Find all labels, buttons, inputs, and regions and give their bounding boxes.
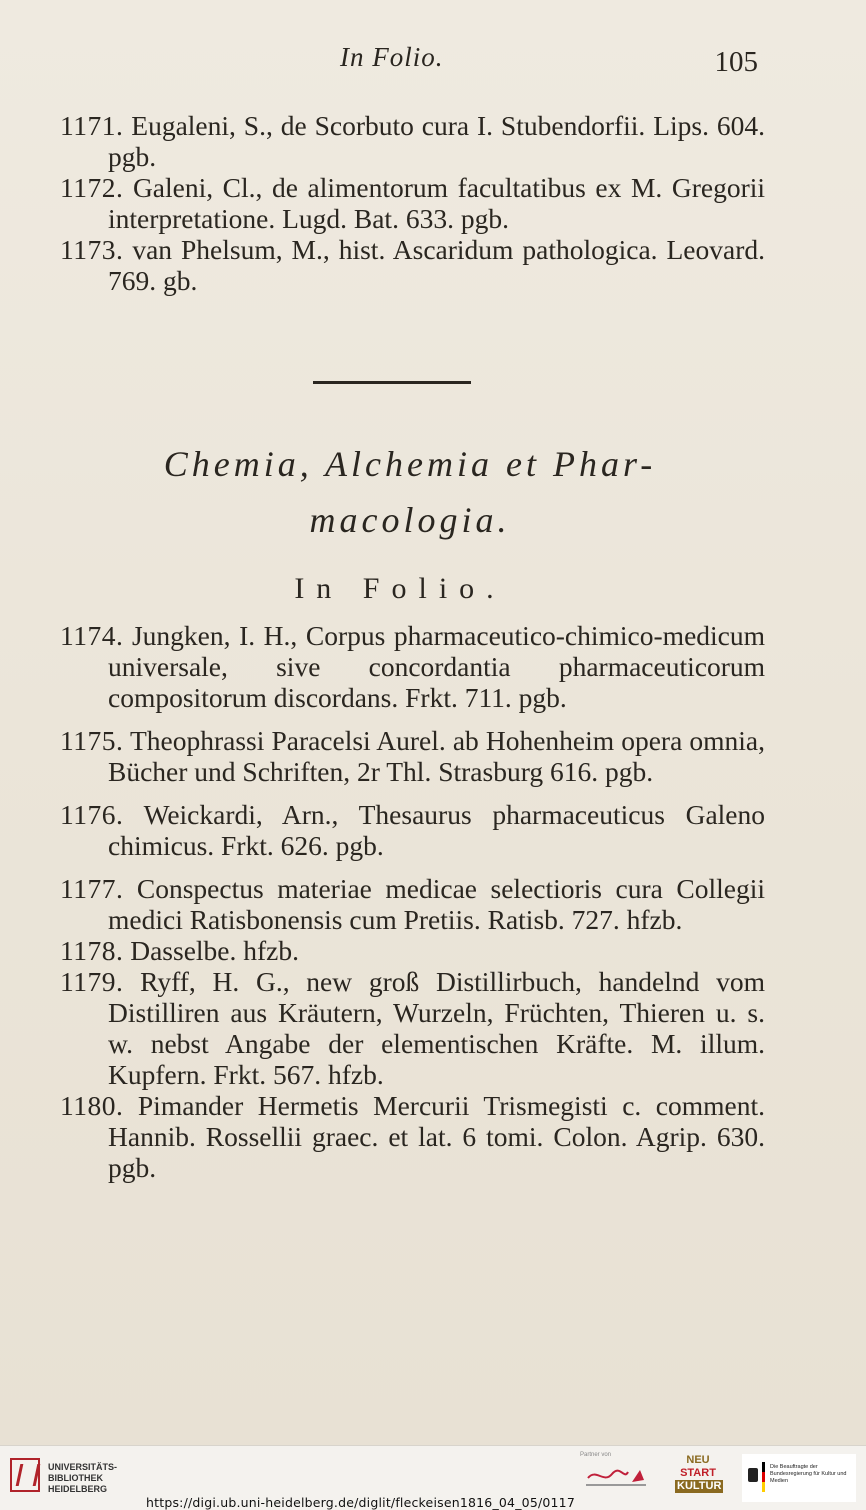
eagle-icon	[748, 1468, 758, 1482]
catalog-entry: 1171. Eugaleni, S., de Scorbuto cura I. Stubendorfii. Lips. 604. pgb.	[60, 110, 765, 172]
catalog-entry: 1176. Weickardi, Arn., Thesaurus pharmaceuticus Galeno chimicus. Frkt. 626. pgb.	[60, 799, 765, 861]
catalog-entry: 1177. Conspectus materiae medicae selectioris cura Collegii medici Ratisbonensis cum Pretiis. Ratisb. 727. hfzb.	[60, 873, 765, 935]
viewer-footer	[0, 1445, 866, 1510]
running-title: In Folio.	[340, 42, 444, 72]
section-heading: Chemia, Alchemia et Phar- macologia.	[163, 444, 657, 540]
federal-government-logo[interactable]: Die Beauftragte der Bundesregierung für Kultur und Medien	[742, 1454, 856, 1502]
catalog-entry: 1173. van Phelsum, M., hist. Ascaridum pathologica. Leovard. 769. gb.	[60, 234, 765, 296]
running-head	[0, 42, 866, 82]
page-number: 105	[714, 46, 758, 78]
neustart-kultur-logo[interactable]: NEU START KULTUR	[677, 1454, 722, 1492]
catalog-entry: 1174. Jungken, I. H., Corpus pharmaceutico-chimico-medicum universale, sive concordantia pharmaceuticorum compositorum discordans. Frkt. 711. pgb.	[60, 620, 766, 713]
university-library-name[interactable]: UNIVERSITÄTS- BIBLIOTHEK HEIDELBERG	[48, 1462, 118, 1494]
catalog-entry: 1172. Galeni, Cl., de alimentorum facultatibus ex M. Gregorii interpretatione. Lugd. Bat. 633. pgb.	[60, 172, 766, 234]
flag-stripe-icon	[762, 1462, 765, 1492]
catalog-entry: 1180. Pimander Hermetis Mercurii Trismegisti c. comment. Hannib. Rossellii graec. et lat. 6 tomi. Colon. Agrip. 630. pgb.	[60, 1090, 766, 1183]
partner-logo-icon[interactable]	[584, 1464, 664, 1490]
university-library-logo-icon[interactable]	[10, 1458, 40, 1492]
catalog-entry: 1178. Dasselbe. hfzb.	[60, 935, 299, 966]
format-heading: In Folio.	[294, 572, 506, 605]
catalog-entry: 1179. Ryff, H. G., new groß Distillirbuch, handelnd vom Distilliren aus Kräutern, Wurzeln, Früchten, Thieren u. s. w. nebst Angabe der elementischen Kräfte. M. illum. Kupfern. Frkt. 567. hfzb.	[60, 966, 766, 1090]
page-url[interactable]: https://digi.ub.uni-heidelberg.de/diglit/fleckeisen1816_04_05/0117	[146, 1495, 575, 1510]
catalog-entry: 1175. Theophrassi Paracelsi Aurel. ab Hohenheim opera omnia, Bücher und Schriften, 2r Thl. Strasburg 616. pgb.	[60, 725, 765, 787]
entries-bottom	[60, 620, 765, 1183]
partner-label: Partner von	[580, 1452, 612, 1458]
section-divider	[313, 381, 471, 384]
entries-top	[60, 110, 765, 296]
